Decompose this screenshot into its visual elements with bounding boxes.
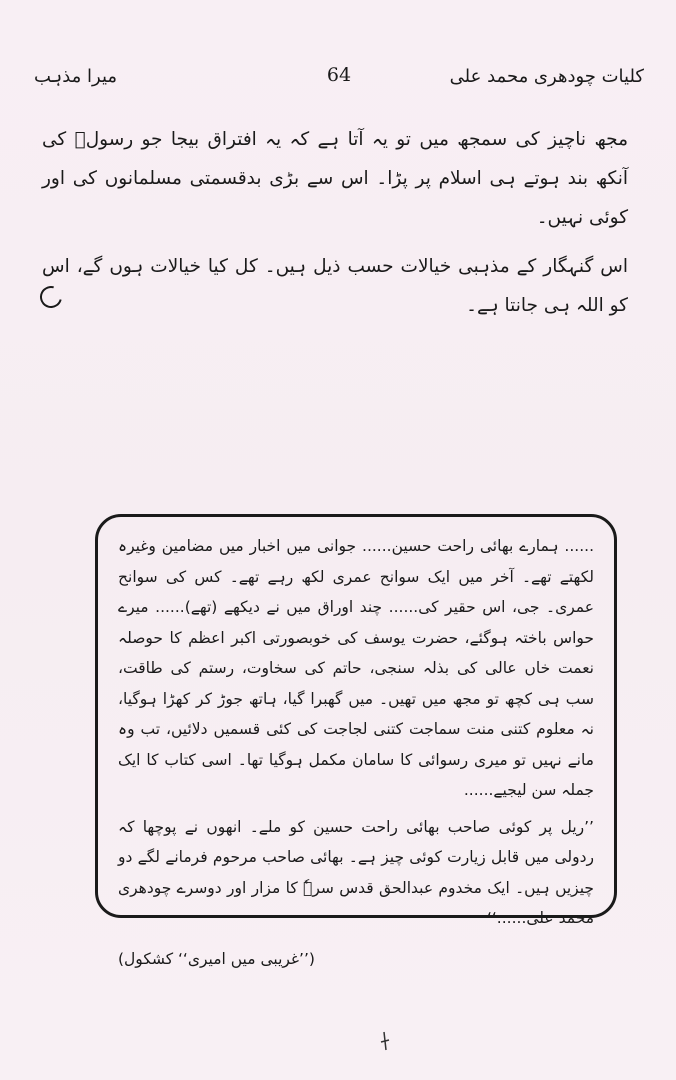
quote-paragraph: ...... ہمارے بھائی راحت حسین...... جوانی میں اخبار میں مضامین وغیرہ لکھتے تھے۔ آخر میں ایک سوانح عمری لکھ رہے تھے۔ کس کی سوانح عمری۔ جی، اس حقیر کی...... چند اوراق میں نے دیکھے (تھے)...... میرے حواس باختہ ہوگئے، حضرت یوسف کی خوبصورتی اکبر اعظم کا حوصلہ نعمت خاں عالی کی بذلہ سنجی، حاتم کی سخاوت، رستم کی طاقت، سب ہی کچھ تو مجھ میں تھیں۔ میں گھبرا گیا، ہاتھ جوڑ کر کھڑا ہوگیا، نہ معلوم کتنی منت سماجت کتنی لجاجت کی کئی قسمیں دلائیں، تب وہ مانے نہیں تو میری رسوائی کا سامان مکمل ہوگیا تھا۔ اسی کتاب کا ایک جملہ سن لیجیے......: [118, 537, 594, 799]
paragraph: مجھ ناچیز کی سمجھ میں تو یہ آتا ہے کہ یہ افتراق بیجا جو رسولؐ کی آنکھ بند ہوتے ہی اسلام پر پڑا۔ اس سے بڑی بدقسمتی مسلمانوں کی اور کوئی نہیں۔: [42, 129, 628, 228]
pen-mark-icon: [378, 1030, 392, 1052]
page-number: 64: [326, 64, 352, 86]
quotation-box: [95, 514, 617, 968]
book-title: کلیات چودھری محمد علی: [449, 66, 644, 87]
quote-paragraph: ’’ریل پر کوئی صاحب بھائی راحت حسین کو ملے۔ انھوں نے پوچھا کہ ردولی میں قابل زیارت کوئی چیز ہے۔ بھائی صاحب مرحوم فرمانے لگے دو چیزیں ہیں۔ ایک مخدوم عبدالحق قدس سرہٗ کا مزار اور دوسرے چودھری محمد علی......‘‘: [118, 817, 594, 927]
section-title: میرا مذہب: [34, 66, 118, 87]
paragraph: اس گنہگار کے مذہبی خیالات حسب ذیل ہیں۔ کل کیا خیالات ہوں گے، اس کو اللہ ہی جانتا ہے۔: [42, 256, 628, 316]
main-text: [42, 120, 628, 335]
quote-source: (’’غریبی میں امیری‘‘ کشکول): [118, 949, 315, 968]
running-header: [34, 66, 644, 96]
